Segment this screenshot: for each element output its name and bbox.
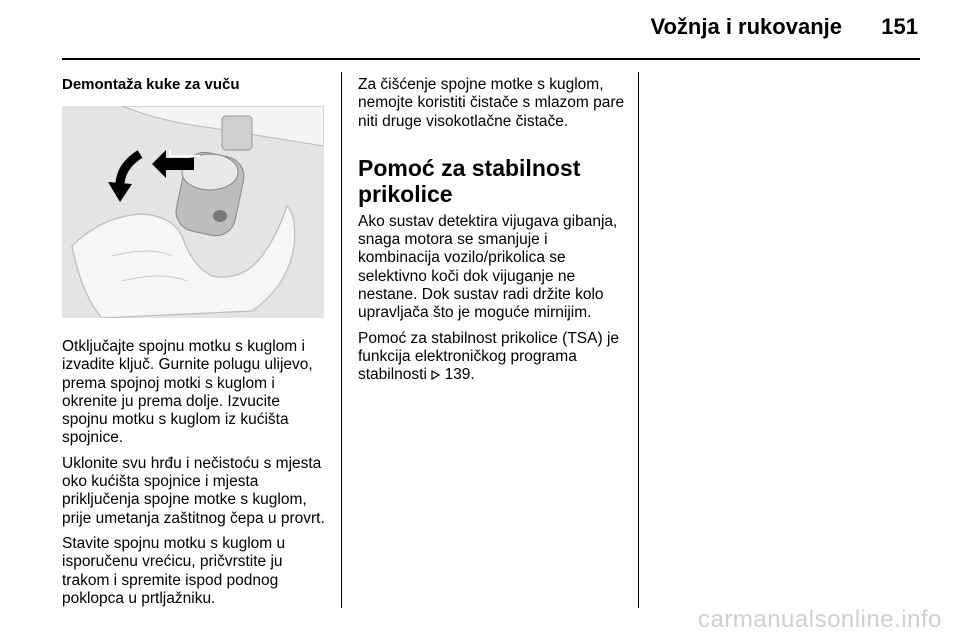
- left-column: [62, 76, 328, 615]
- section-title: Vožnja i rukovanje: [650, 14, 842, 39]
- paragraph-tsa-reference: [358, 330, 628, 385]
- page-header: [0, 0, 960, 62]
- site-watermark: carmanualsonline.info: [698, 606, 942, 633]
- page-number: 151: [881, 14, 918, 39]
- subheading: Demontaža kuke za vuču: [62, 76, 240, 93]
- hand-turning-ball-bar-image: [62, 106, 324, 318]
- column-divider-left: [341, 72, 342, 608]
- paragraph-cleaning-note: Za čišćenje spojne motke s kuglom, nemojte koristiti čistače s mlazom pare niti druge visokotlačne čistače.: [358, 76, 625, 130]
- header-rule: [62, 58, 920, 60]
- column-divider-right: [638, 72, 639, 608]
- reference-arrow-icon: [431, 370, 440, 380]
- right-column: [358, 76, 628, 392]
- paragraph-store-bar: Stavite spojnu motku s kuglom u isporučenu vrećicu, pričvrstite ju trakom i spremite ispod podnog poklopca u prtljažniku.: [62, 534, 286, 607]
- paragraph-tsa-description: Ako sustav detektira vijugava gibanja, snaga motora se smanjuje i kombinacija vozilo/prikolica se selektivno koči dok vijuganje ne nestane. Dok sustav radi držite kolo upravljača što je moguće mirnijim.: [358, 212, 618, 322]
- reference-page-link[interactable]: 139.: [444, 366, 475, 384]
- paragraph-clean-housing: Uklonite svu hrđu i nečistoću s mjesta oko kućišta spojnice i mjesta priključenja spojne motke s kuglom, prije umetanja zaštitnog čepa u provrt.: [62, 454, 325, 527]
- paragraph-remove-bar: Otključajte spojnu motku s kuglom i izvadite ključ. Gurnite polugu ulijevo, prema spojnoj motki s kuglom i okrenite ju prema dolje. Izvucite spojnu motku s kuglom iz kućišta spojnice.: [62, 338, 313, 447]
- tow-hitch-illustration: [62, 106, 324, 318]
- section-heading: Pomoć za stabilnost prikolice: [358, 154, 581, 207]
- tsa-reference-text: Pomoć za stabilnost prikolice (TSA) je funkcija elektroničkog programa stabilnosti: [358, 329, 620, 384]
